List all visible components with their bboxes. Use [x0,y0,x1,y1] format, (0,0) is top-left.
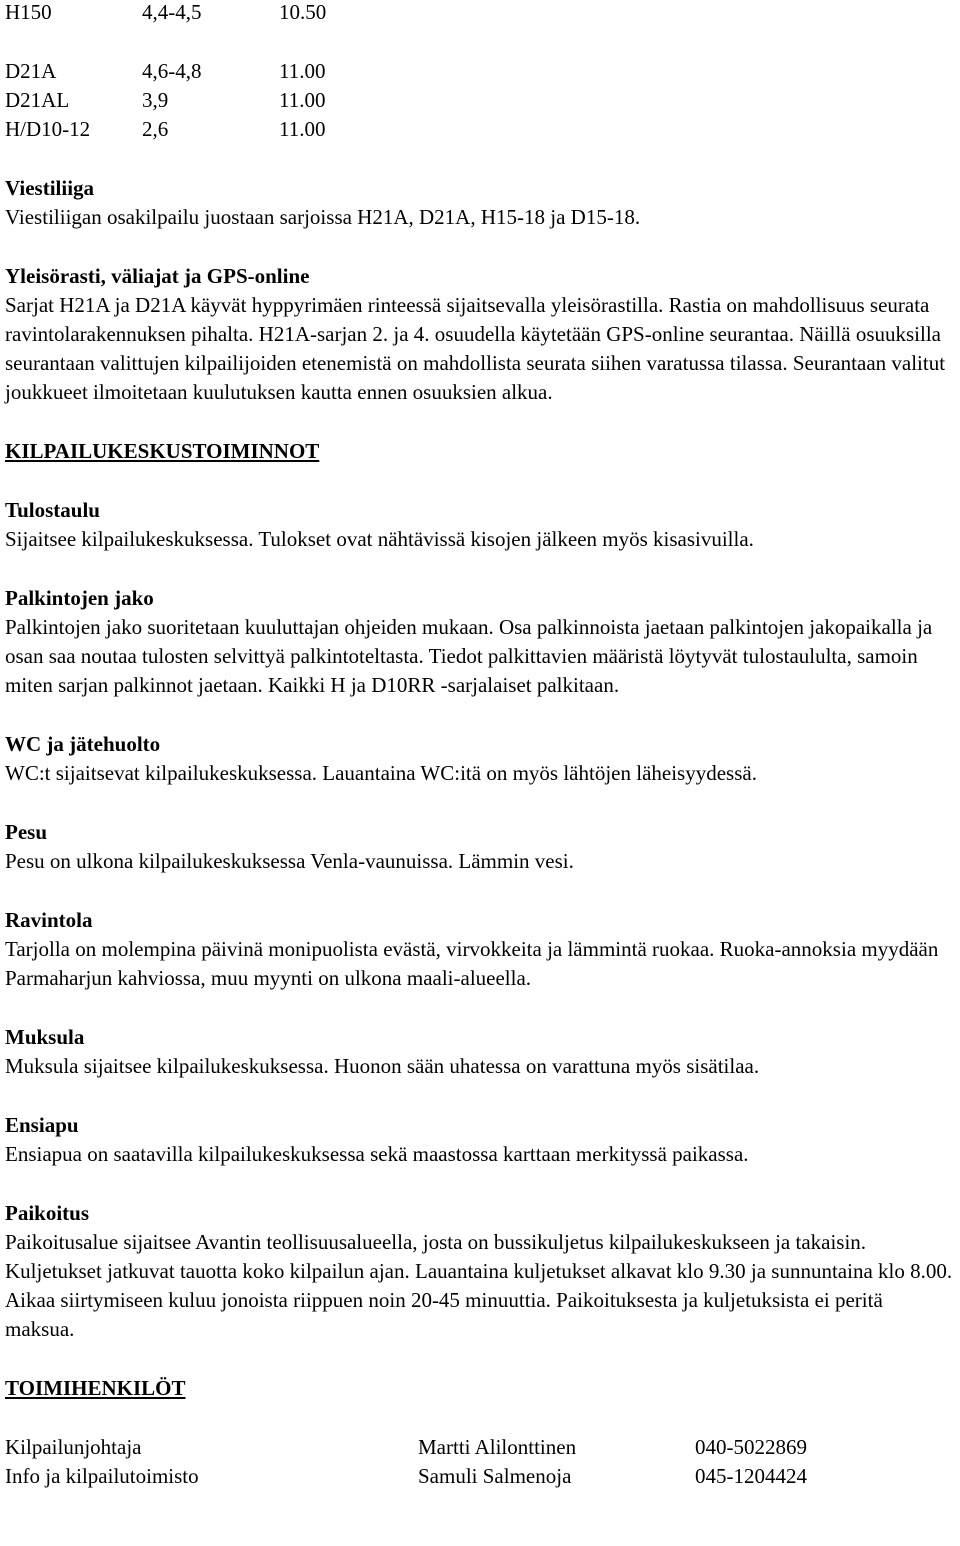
start-row-d21al [5,86,957,115]
tulostaulu-heading: Tulostaulu [5,498,100,522]
paikoitus-heading: Paikoitus [5,1201,90,1225]
start-time: 11.00 [279,117,326,141]
tulostaulu-text: Sijaitsee kilpailukeskuksessa. Tulokset ovat nähtävissä kisojen jälkeen myös kisasivuilla. [5,527,754,551]
kilpailukeskus-heading: KILPAILUKESKUSTOIMINNOT [5,439,320,463]
start-row-d21a [5,57,957,86]
palkintojen-heading: Palkintojen jako [5,586,154,610]
start-class: D21AL [5,88,70,112]
start-row-h150 [5,0,957,27]
ensiapu-heading: Ensiapu [5,1113,79,1137]
ravintola-heading: Ravintola [5,908,93,932]
ravintola-text: Tarjolla on molempina päivinä monipuolista evästä, virvokkeita ja lämmintä ruokaa. Ruoka-annoksia myydään Parmaharjun kahviossa, muu myynti on ulkona maali-alueella. [5,937,939,990]
start-distance: 3,9 [142,88,169,112]
start-time: 11.00 [279,88,326,112]
muksula-heading: Muksula [5,1025,85,1049]
staff-name: Martti Alilonttinen [418,1435,577,1459]
start-time: 11.00 [279,59,326,83]
viestiliiga-text: Viestiliigan osakilpailu juostaan sarjoissa H21A, D21A, H15-18 ja D15-18. [5,205,641,229]
yleisorasti-text: Sarjat H21A ja D21A käyvät hyppyrimäen rinteessä sijaitsevalla yleisörastilla. Rastia on mahdollisuus seurata ravintolarakennuksen pihalta. H21A-sarjan 2. ja 4. osuudella käytetään GPS-online seurantaa. Näillä osuuksilla seurantaan valittujen kilpailijoiden etenemistä on mahdollista seurata siihen varatussa tilassa. Seurantaan valitut joukkueet ilmoitetaan kuulutuksen kautta ennen osuuksien alkua. [5,293,946,404]
staff-role: Kilpailunjohtaja [5,1435,142,1459]
start-distance: 2,6 [142,117,169,141]
start-class: H/D10-12 [5,117,91,141]
yleisorasti-heading: Yleisörasti, väliajat ja GPS-online [5,264,310,288]
staff-name: Samuli Salmenoja [418,1464,572,1488]
staff-phone: 045-1204424 [695,1464,807,1488]
wc-heading: WC ja jätehuolto [5,732,161,756]
muksula-text: Muksula sijaitsee kilpailukeskuksessa. Huonon sään uhatessa on varattuna myös sisätilaa. [5,1054,760,1078]
staff-row [5,1462,957,1491]
start-distance: 4,4-4,5 [142,0,202,24]
start-distance: 4,6-4,8 [142,59,202,83]
staff-phone: 040-5022869 [695,1435,807,1459]
staff-role: Info ja kilpailutoimisto [5,1464,199,1488]
start-class: H150 [5,0,52,24]
staff-row [5,1433,957,1462]
palkintojen-text: Palkintojen jako suoritetaan kuuluttajan ohjeiden mukaan. Osa palkinnoista jaetaan palkintojen jakopaikalla ja osan saa noutaa tulosten selvittyä palkintoteltasta. Tiedot palkittavien määristä löytyvät tulostaululta, samoin miten sarjan palkinnot jaetaan. Kaikki H ja D10RR -sarjalaiset palkitaan. [5,615,933,697]
start-class: D21A [5,59,57,83]
start-time: 10.50 [279,0,327,24]
paikoitus-text: Paikoitusalue sijaitsee Avantin teollisuusalueella, josta on bussikuljetus kilpailukeskukseen ja takaisin. Kuljetukset jatkuvat tauotta koko kilpailun ajan. Lauantaina kuljetukset alkavat klo 9.30 ja sunnuntaina klo 8.00. Aikaa siirtymiseen kuluu jonoista riippuen noin 20-45 minuuttia. Paikoituksesta ja kuljetuksista ei peritä maksua. [5,1230,953,1341]
wc-text: WC:t sijaitsevat kilpailukeskuksessa. Lauantaina WC:itä on myös lähtöjen läheisyydessä. [5,761,757,785]
pesu-text: Pesu on ulkona kilpailukeskuksessa Venla-vaunuissa. Lämmin vesi. [5,849,574,873]
document-page [5,0,957,1491]
toimihenkilot-heading: TOIMIHENKILÖT [5,1376,186,1400]
ensiapu-text: Ensiapua on saatavilla kilpailukeskuksessa sekä maastossa karttaan merkityssä paikassa. [5,1142,749,1166]
pesu-heading: Pesu [5,820,47,844]
viestiliiga-heading: Viestiliiga [5,176,95,200]
start-row-hd10-12 [5,115,957,144]
